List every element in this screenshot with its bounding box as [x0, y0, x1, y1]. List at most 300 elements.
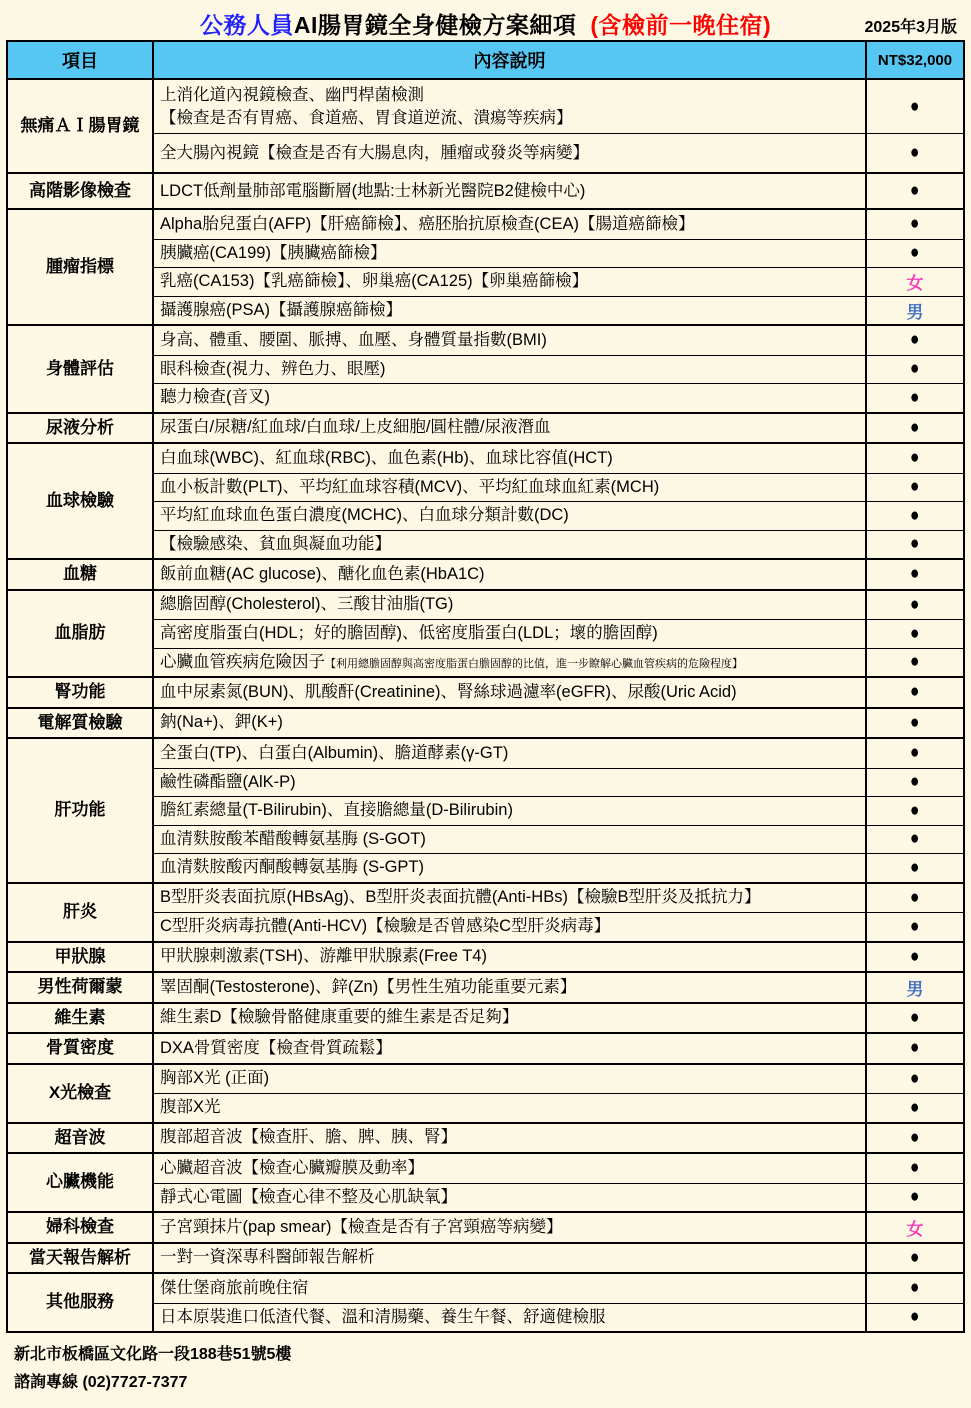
category-rows [154, 739, 963, 882]
table-row [154, 296, 963, 325]
table-group [8, 1122, 963, 1153]
table-group [8, 882, 963, 941]
dot-mark-cell [867, 414, 963, 443]
content-cell [154, 943, 867, 972]
dot-mark: ● [910, 142, 920, 163]
table-row [154, 210, 963, 239]
content-text: 白血球(WBC)、紅血球(RBC)、血色素(Hb)、血球比容值(HCT) [160, 448, 613, 467]
content-text: 靜式心電圖【檢查心律不整及心肌缺氧】 [160, 1187, 457, 1206]
content-cell [154, 739, 867, 768]
content-cell [154, 414, 867, 443]
table-group [8, 1272, 963, 1331]
content-line [160, 799, 859, 822]
content-text: Alpha胎兒蛋白(AFP)【肝癌篩檢】、癌胚胎抗原檢查(CEA)【腸道癌篩檢】 [160, 214, 695, 233]
content-cell [154, 620, 867, 648]
table-row [154, 560, 963, 589]
dot-mark-cell [867, 620, 963, 648]
category-rows [154, 678, 963, 707]
content-line [160, 651, 859, 674]
content-cell [154, 474, 867, 502]
content-line [160, 856, 859, 879]
dot-mark: ● [910, 1126, 920, 1148]
content-cell [154, 80, 867, 133]
health-plan-table [6, 40, 965, 1333]
table-row [154, 1183, 963, 1212]
category-cell: 當天報告解析 [8, 1244, 154, 1273]
category-rows [154, 80, 963, 172]
content-cell [154, 1154, 867, 1183]
content-line [160, 213, 859, 236]
dot-mark-cell [867, 474, 963, 502]
dot-mark-cell [867, 356, 963, 384]
content-text: 高密度脂蛋白(HDL；好的膽固醇)、低密度脂蛋白(LDL；壞的膽固醇) [160, 624, 658, 643]
category-rows [154, 210, 963, 324]
dot-mark: ● [910, 1006, 920, 1028]
content-cell [154, 356, 867, 384]
dot-mark: ● [910, 651, 920, 673]
category-rows [154, 591, 963, 677]
content-line [160, 563, 859, 586]
content-text: 聽力檢查(音叉) [160, 388, 270, 407]
content-cell [154, 326, 867, 355]
content-cell [154, 560, 867, 589]
table-group [8, 442, 963, 558]
content-line [160, 299, 859, 322]
category-cell: 心臟機能 [8, 1154, 154, 1211]
content-line [160, 593, 859, 616]
content-cell [154, 1274, 867, 1303]
content-text: 維生素D【檢驗骨骼健康重要的維生素是否足夠】 [160, 1008, 519, 1027]
female-mark-cell [867, 1213, 963, 1242]
content-line [160, 1126, 859, 1149]
category-rows [154, 1124, 963, 1153]
table-group [8, 676, 963, 707]
category-cell: 甲狀腺 [8, 943, 154, 972]
table-group [8, 707, 963, 738]
table-group [8, 1211, 963, 1242]
dot-mark-cell [867, 80, 963, 133]
dot-mark: ● [910, 533, 920, 555]
dot-mark-cell [867, 739, 963, 768]
content-cell [154, 678, 867, 707]
title-audience: 公務人員 [199, 11, 294, 38]
content-cell [154, 854, 867, 882]
content-line [160, 945, 859, 968]
dot-mark: ● [910, 447, 920, 469]
dot-mark-cell [867, 531, 963, 559]
dot-mark: ● [910, 213, 920, 235]
dot-mark-cell [867, 826, 963, 854]
category-rows [154, 709, 963, 738]
dot-mark-cell [867, 854, 963, 882]
dot-mark: ● [910, 386, 920, 408]
category-rows [154, 444, 963, 558]
content-note: 【利用總膽固醇與高密度脂蛋白膽固醇的比值，進一步瞭解心臟血管疾病的危險程度】 [325, 657, 743, 670]
content-cell [154, 913, 867, 941]
table-row [154, 1154, 963, 1183]
content-text: 【檢驗感染、貧血與凝血功能】 [160, 534, 391, 553]
category-cell: 肝功能 [8, 739, 154, 882]
dot-mark: ● [910, 1246, 920, 1268]
content-line [160, 915, 859, 938]
category-rows [154, 1244, 963, 1273]
dot-mark: ● [910, 1096, 920, 1118]
table-row [154, 80, 963, 133]
content-line [160, 1037, 859, 1060]
table-row [154, 739, 963, 768]
table-row [154, 884, 963, 913]
table-row [154, 973, 963, 1002]
footer-phone: 諮詢專線 (02)7727-7377 [14, 1374, 188, 1391]
content-line [160, 1246, 859, 1269]
category-cell: 其他服務 [8, 1274, 154, 1331]
dot-mark: ● [910, 886, 920, 908]
table-group [8, 737, 963, 882]
content-text: DXA骨質密度【檢查骨質疏鬆】 [160, 1038, 392, 1057]
category-rows [154, 174, 963, 208]
dot-mark-cell [867, 210, 963, 239]
content-text: 鈉(Na+)、鉀(K+) [160, 713, 283, 732]
female-mark: 女 [906, 274, 924, 294]
content-line [160, 1306, 859, 1329]
category-rows [154, 1154, 963, 1211]
content-line [160, 1277, 859, 1300]
table-row [154, 267, 963, 296]
table-row [154, 1124, 963, 1153]
content-text: 日本原裝進口低渣代餐、溫和清腸藥、養生午餐、舒適健檢服 [160, 1307, 606, 1326]
table-row [154, 1065, 963, 1094]
content-cell [154, 531, 867, 559]
content-cell [154, 769, 867, 797]
dot-mark: ● [910, 771, 920, 793]
content-text: 一對一資深專科醫師報告解析 [160, 1248, 375, 1267]
table-row [154, 591, 963, 620]
dot-mark-cell [867, 502, 963, 530]
table-row [154, 709, 963, 738]
dot-mark: ● [910, 742, 920, 764]
content-cell [154, 1184, 867, 1212]
male-mark: 男 [906, 302, 924, 322]
dot-mark: ● [910, 329, 920, 351]
content-line [160, 886, 859, 909]
content-line [160, 476, 859, 499]
content-cell [154, 649, 867, 677]
category-rows [154, 1274, 963, 1331]
dot-mark-cell [867, 649, 963, 677]
table-group [8, 1002, 963, 1033]
content-cell [154, 1304, 867, 1332]
content-text: 心臟血管疾病危險因子 [160, 652, 325, 671]
content-cell [154, 1213, 867, 1242]
dot-mark: ● [910, 945, 920, 967]
table-row [154, 1303, 963, 1332]
category-rows [154, 326, 963, 412]
dot-mark-cell [867, 384, 963, 412]
content-text: 身高、體重、腰圍、脈搏、血壓、身體質量指數(BMI) [160, 330, 547, 349]
table-row [154, 1004, 963, 1033]
content-line: 【檢查是否有胃癌、食道癌、胃食道逆流、潰瘍等疾病】 [160, 108, 573, 127]
dot-mark-cell [867, 884, 963, 913]
dot-mark: ● [910, 1067, 920, 1089]
content-text: 飯前血糖(AC glucose)、醣化血色素(HbA1C) [160, 564, 485, 583]
page-title [200, 7, 771, 40]
content-line [160, 976, 859, 999]
table-group [8, 1242, 963, 1273]
content-text: 總膽固醇(Cholesterol)、三酸甘油脂(TG) [160, 595, 454, 614]
content-line [160, 711, 859, 734]
content-text: 眼科檢查(視力、辨色力、眼壓) [160, 359, 386, 378]
content-text: 全大腸內視鏡【檢查是否有大腸息肉，腫瘤或發炎等病變】 [160, 143, 589, 162]
dot-mark: ● [910, 711, 920, 733]
dot-mark: ● [910, 563, 920, 585]
content-text: 血小板計數(PLT)、平均紅血球容積(MCV)、平均紅血球血紅素(MCH) [160, 477, 660, 496]
content-text: 攝護腺癌(PSA)【攝護腺癌篩檢】 [160, 300, 403, 319]
category-cell: 血糖 [8, 560, 154, 589]
table-row [154, 414, 963, 443]
male-mark: 男 [906, 979, 924, 999]
table-group [8, 412, 963, 443]
table-row [154, 326, 963, 355]
dot-mark-cell [867, 560, 963, 589]
table-row [154, 1093, 963, 1122]
female-mark-cell [867, 268, 963, 296]
category-cell: 腫瘤指標 [8, 210, 154, 324]
category-cell: 腎功能 [8, 678, 154, 707]
table-header-row [8, 42, 963, 78]
content-text: 腹部X光 [160, 1098, 221, 1117]
content-line [160, 828, 859, 851]
content-cell [154, 268, 867, 296]
dot-mark: ● [910, 593, 920, 615]
table-group [8, 172, 963, 208]
version-label: 2025年3月版 [864, 19, 957, 36]
content-text: 血清麩胺酸丙酮酸轉氨基脢 (S-GPT) [160, 858, 424, 877]
table-row [154, 943, 963, 972]
table-row [154, 383, 963, 412]
category-cell: 維生素 [8, 1004, 154, 1033]
content-line [160, 1006, 859, 1029]
category-rows [154, 560, 963, 589]
content-text: LDCT低劑量肺部電腦斷層(地點:士林新光醫院B2健檢中心) [160, 181, 586, 200]
title-bar [0, 0, 971, 40]
content-line [160, 358, 859, 381]
content-line [160, 1157, 859, 1180]
dot-mark-cell [867, 678, 963, 707]
table-row [154, 239, 963, 268]
table-row [154, 619, 963, 648]
male-mark-cell [867, 973, 963, 1002]
dot-mark-cell [867, 1034, 963, 1063]
dot-mark-cell [867, 797, 963, 825]
content-text: 傑仕堡商旅前晚住宿 [160, 1278, 309, 1297]
content-cell [154, 210, 867, 239]
content-line [160, 1216, 859, 1239]
content-line: 上消化道內視鏡檢查、幽門桿菌檢測 [160, 85, 424, 104]
category-cell: 婦科檢查 [8, 1213, 154, 1242]
content-line [160, 742, 859, 765]
content-text: 血中尿素氮(BUN)、肌酸酐(Creatinine)、腎絲球過濾率(eGFR)、尿酸(Uric Acid) [160, 682, 737, 701]
content-line [160, 1067, 859, 1090]
dot-mark: ● [910, 1277, 920, 1299]
content-cell [154, 1124, 867, 1153]
dot-mark-cell [867, 1244, 963, 1273]
dot-mark: ● [910, 358, 920, 380]
dot-mark-cell [867, 444, 963, 473]
content-line [160, 533, 859, 556]
table-group [8, 1152, 963, 1211]
content-cell [154, 502, 867, 530]
table-row [154, 678, 963, 707]
category-cell: 高階影像檢查 [8, 174, 154, 208]
dot-mark-cell [867, 134, 963, 172]
content-text: 膽紅素總量(T-Bilirubin)、直接膽總量(D-Bilirubin) [160, 801, 513, 820]
category-rows [154, 1004, 963, 1033]
dot-mark: ● [910, 622, 920, 644]
category-cell: 電解質檢驗 [8, 709, 154, 738]
table-group [8, 78, 963, 172]
category-cell: 骨質密度 [8, 1034, 154, 1063]
dot-mark-cell [867, 1124, 963, 1153]
table-group [8, 324, 963, 412]
content-cell [154, 591, 867, 620]
content-line [160, 771, 859, 794]
dot-mark-cell [867, 943, 963, 972]
category-cell: 超音波 [8, 1124, 154, 1153]
content-cell [154, 1094, 867, 1122]
dot-mark: ● [910, 476, 920, 498]
content-cell [154, 1065, 867, 1094]
content-cell [154, 797, 867, 825]
dot-mark: ● [910, 504, 920, 526]
category-rows [154, 414, 963, 443]
content-cell [154, 1034, 867, 1063]
title-plan-name: AI腸胃鏡全身健檢方案細項 [293, 11, 577, 38]
table-row [154, 825, 963, 854]
table-group [8, 558, 963, 589]
table-row [154, 1213, 963, 1242]
dot-mark-cell [867, 1065, 963, 1094]
table-group [8, 941, 963, 972]
content-line [160, 329, 859, 352]
content-cell [154, 444, 867, 473]
content-line [160, 270, 859, 293]
content-line [160, 416, 859, 439]
dot-mark: ● [910, 95, 920, 117]
dot-mark-cell [867, 913, 963, 941]
content-text: 睪固酮(Testosterone)、鋅(Zn)【男性生殖功能重要元素】 [160, 977, 577, 996]
dot-mark: ● [910, 1157, 920, 1179]
table-row [154, 648, 963, 677]
male-mark-cell [867, 297, 963, 325]
dot-mark: ● [910, 180, 920, 201]
table-row [154, 1274, 963, 1303]
content-text: 心臟超音波【檢查心臟瓣膜及動率】 [160, 1158, 424, 1177]
category-rows [154, 1034, 963, 1063]
column-header-item: 項目 [8, 42, 154, 78]
column-header-price: NT$32,000 [877, 51, 953, 69]
content-text: C型肝炎病毒抗體(Anti-HCV)【檢驗是否曾感染C型肝炎病毒】 [160, 917, 611, 936]
dot-mark: ● [910, 1186, 920, 1208]
content-text: 血清麩胺酸苯醋酸轉氨基脢 (S-GOT) [160, 829, 426, 848]
content-line [160, 180, 859, 203]
content-text: 子宮頸抹片(pap smear)【檢查是否有子宮頸癌等病變】 [160, 1217, 563, 1236]
table-row [154, 174, 963, 208]
category-cell: 血脂肪 [8, 591, 154, 677]
content-cell [154, 1244, 867, 1273]
dot-mark-cell [867, 174, 963, 208]
content-line [160, 242, 859, 265]
table-row [154, 444, 963, 473]
table-row [154, 796, 963, 825]
content-cell [154, 826, 867, 854]
dot-mark: ● [910, 799, 920, 821]
content-line [160, 142, 859, 165]
table-row [154, 1034, 963, 1063]
content-line [160, 622, 859, 645]
content-cell [154, 134, 867, 172]
column-header-description: 內容說明 [154, 42, 867, 78]
dot-mark-cell [867, 1154, 963, 1183]
content-cell [154, 384, 867, 412]
table-row [154, 912, 963, 941]
category-cell: 肝炎 [8, 884, 154, 941]
content-text: 平均紅血球血色蛋白濃度(MCHC)、白血球分類計數(DC) [160, 506, 569, 525]
content-cell [154, 709, 867, 738]
dot-mark: ● [910, 681, 920, 703]
footer-address: 新北市板橋區文化路一段188巷51號5樓 [14, 1346, 292, 1363]
category-cell: 身體評估 [8, 326, 154, 412]
content-cell [154, 240, 867, 268]
content-cell [154, 174, 867, 208]
dot-mark-cell [867, 1094, 963, 1122]
dot-mark: ● [910, 828, 920, 850]
dot-mark-cell [867, 769, 963, 797]
content-cell [154, 973, 867, 1002]
table-row [154, 1244, 963, 1273]
dot-mark-cell [867, 326, 963, 355]
table-group [8, 1032, 963, 1063]
table-row [154, 853, 963, 882]
dot-mark-cell [867, 1304, 963, 1332]
table-row [154, 768, 963, 797]
category-rows [154, 943, 963, 972]
table-group [8, 971, 963, 1002]
content-cell [154, 1004, 867, 1033]
category-cell: X光檢查 [8, 1065, 154, 1122]
table-group [8, 208, 963, 324]
dot-mark-cell [867, 1274, 963, 1303]
category-cell: 尿液分析 [8, 414, 154, 443]
category-cell: 血球檢驗 [8, 444, 154, 558]
content-text: 全蛋白(TP)、白蛋白(Albumin)、膽道酵素(γ-GT) [160, 743, 509, 762]
table-row [154, 501, 963, 530]
content-cell [154, 297, 867, 325]
dot-mark: ● [910, 856, 920, 878]
content-line [160, 447, 859, 470]
content-text: 乳癌(CA153)【乳癌篩檢】、卵巢癌(CA125)【卵巢癌篩檢】 [160, 272, 589, 291]
content-text: 鹼性磷酯鹽(AlK-P) [160, 772, 296, 791]
dot-mark-cell [867, 1004, 963, 1033]
title-lodging-note: (含檢前一晚住宿) [590, 11, 772, 38]
category-rows [154, 1065, 963, 1122]
content-text: 甲狀腺刺激素(TSH)、游離甲狀腺素(Free T4) [160, 947, 487, 966]
table-row [154, 473, 963, 502]
content-line [160, 681, 859, 704]
content-cell [154, 884, 867, 913]
content-line [160, 504, 859, 527]
female-mark: 女 [906, 1219, 924, 1239]
table-row [154, 530, 963, 559]
